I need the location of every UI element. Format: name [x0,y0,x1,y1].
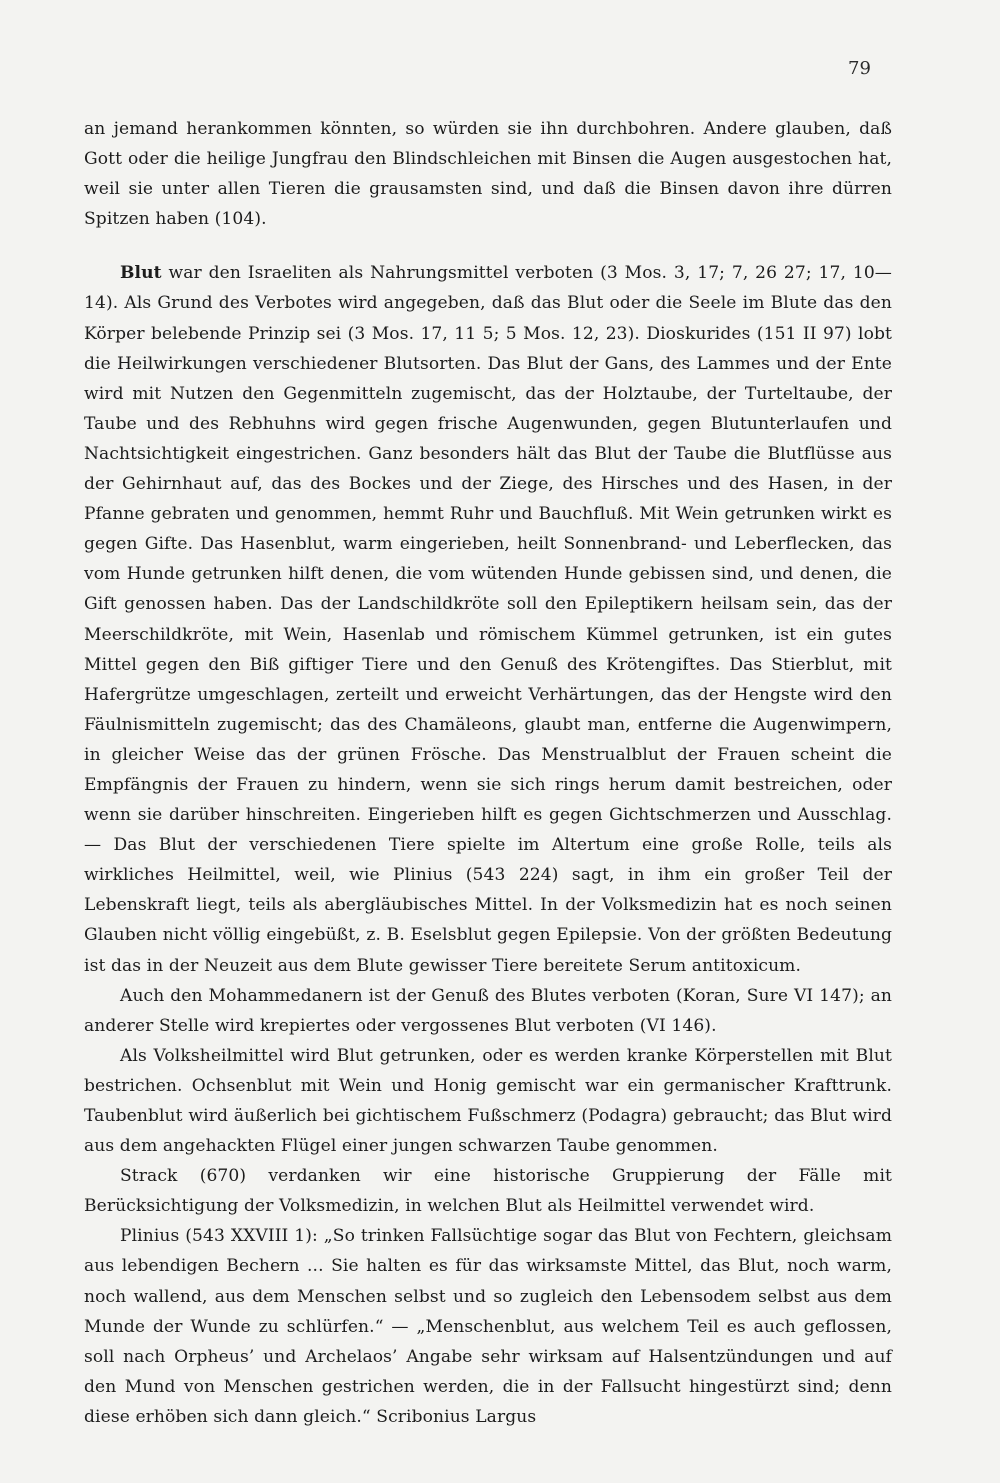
entry-lemma: Blut [120,263,162,284]
paragraph-continuation [84,114,892,234]
paragraph-blut-entry [84,258,892,980]
paragraph-text: Plinius (543 XXVIII 1): „So trinken Fallsüchtige sogar das Blut von Fechtern, gleichsam aus lebendigen Bechern ... Sie halten es für das wirksamste Mittel, das Blut, noch warm, noch wallend, aus dem Menschen selbst und so zugleich den Lebensodem selbst aus dem Munde der Wunde zu schlürfen.“ — „Menschenblut, aus welchem Teil es auch geflossen, soll nach Orpheus’ und Archelaos’ Angabe sehr wirksam auf Halsentzündungen und auf den Mund von Menschen gestrichen werden, die in der Fallsucht hingestürzt sind; denn diese erhöben sich dann gleich.“ Scribonius Largus [84,1226,892,1427]
paragraph-text: Auch den Mohammedanern ist der Genuß des Blutes verboten (Koran, Sure VI 147); an anderer Stelle wird krepiertes oder vergossenes Blut verboten (VI 146). [84,985,892,1036]
paragraph-plinius [84,1221,892,1432]
paragraph-volksheilmittel [84,1041,892,1161]
paragraph-text: an jemand herankommen könnten, so würden sie ihn durchbohren. Andere glauben, daß Gott oder die heilige Jungfrau den Blindschleichen mit Binsen die Augen ausgestochen hat, weil sie unter allen Tieren die grausamsten sind, und daß die Binsen davon ihre dürren Spitzen haben (104). [84,119,892,230]
paragraph-text: Als Volksheilmittel wird Blut getrunken, oder es werden kranke Körperstellen mit Blut bestrichen. Ochsenblut mit Wein und Honig gemischt war ein germanischer Krafttrunk. Taubenblut wird äußerlich bei gichtischem Fußschmerz (Podagra) gebraucht; das Blut wird aus dem angehackten Flügel einer jungen schwarzen Taube genommen. [84,1045,892,1157]
page-number: 79 [848,58,871,79]
body-text [84,114,892,1432]
paragraph-mohammedaner [84,981,892,1041]
paragraph-strack [84,1161,892,1221]
paragraph-text: war den Israeliten als Nahrungsmittel verboten (3 Mos. 3, 17; 7, 26 27; 17, 10—14). Als Grund des Verbotes wird angegeben, daß das Blut oder die Seele im Blute das den Körper belebende Prinzip sei (3 Mos. 17, 11 5; 5 Mos. 12, 23). Dioskurides (151 II 97) lobt die Heilwirkungen verschiedener Blutsorten. Das Blut der Gans, des Lammes und der Ente wird mit Nutzen den Gegenmitteln zugemischt, das der Holztaube, der Turteltaube, der Taube und des Rebhuhns wird gegen frische Augenwunden, gegen Blutunterlaufen und Nachtsichtigkeit eingestrichen. Ganz besonders hält das Blut der Taube die Blutflüsse aus der Gehirnhaut auf, das des Bockes und der Ziege, des Hirsches und des Hasen, in der Pfanne gebraten und genommen, hemmt Ruhr und Bauchfluß. Mit Wein getrunken wirkt es gegen Gifte. Das Hasenblut, warm eingerieben, heilt Sonnenbrand- und Leberflecken, das vom Hunde getrunken hilft denen, die vom wütenden Hunde gebissen sind, und denen, die Gift genossen haben. Das der Landschildkröte soll den Epileptikern heilsam sein, das der Meerschildkröte, mit Wein, Hasenlab und römischem Kümmel getrunken, ist ein gutes Mittel gegen den Biß giftiger Tiere und den Genuß des Krötengiftes. Das Stierblut, mit Hafergrütze umgeschlagen, zerteilt und erweicht Verhärtungen, das der Hengste wird den Fäulnismitteln zugemischt; das des Chamäleons, glaubt man, entferne die Augenwimpern, in gleicher Weise das der grünen Frösche. Das Menstrualblut der Frauen scheint die Empfängnis der Frauen zu hindern, wenn sie sich rings herum damit bestreichen, oder wenn sie darüber hinschreiten. Eingerieben hilft es gegen Gichtschmerzen und Ausschlag. — Das Blut der verschiedenen Tiere spielte im Altertum eine große Rolle, teils als wirkliches Heilmittel, weil, wie Plinius (543 224) sagt, in ihm ein großer Teil der Lebenskraft liegt, teils als abergläubisches Mittel. In der Volksmedizin hat es noch seinen Glauben nicht völlig eingebüßt, z. B. Eselsblut gegen Epilepsie. Von der größten Bedeutung ist das in der Neuzeit aus dem Blute gewisser Tiere bereitete Serum antitoxicum. [84,263,892,976]
paragraph-text: Strack (670) verdanken wir eine historische Gruppierung der Fälle mit Berücksichtigung der Volksmedizin, in welchen Blut als Heilmittel verwendet wird. [84,1166,892,1217]
